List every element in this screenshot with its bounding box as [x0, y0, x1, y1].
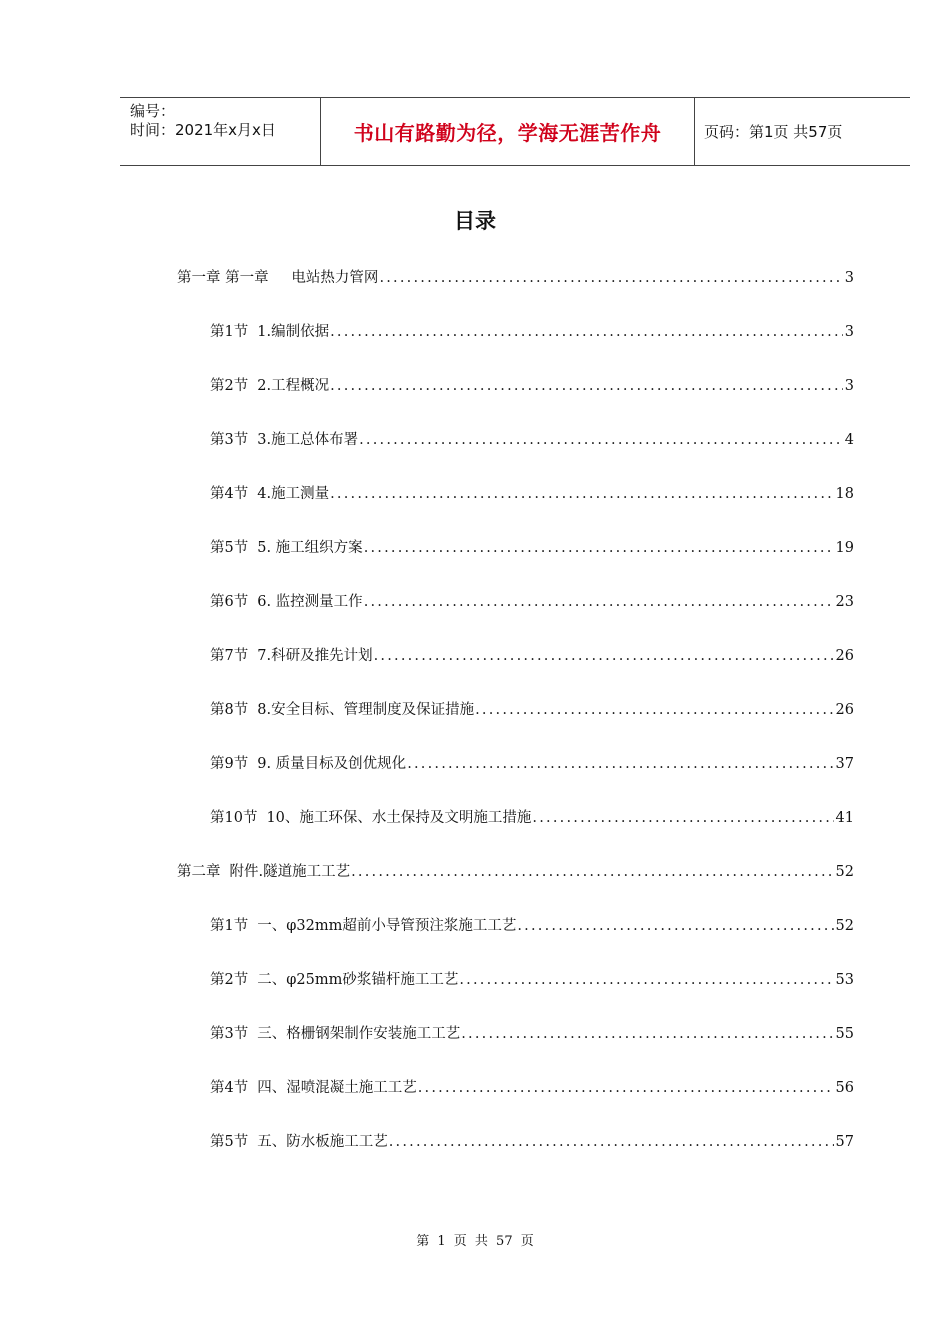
toc-leader-dots: [364, 594, 834, 610]
toc-entry-page: 18: [835, 486, 854, 502]
toc-leader-dots: [330, 378, 843, 394]
toc-entry[interactable]: [210, 698, 854, 719]
toc-leader-dots: [330, 486, 833, 502]
toc-title: 目录: [454, 209, 496, 233]
toc-entry-prefix: 第1节: [210, 324, 249, 340]
header-motto: 书山有路勤为径，学海无涯苦作舟: [353, 121, 662, 145]
document-time-label: 时间：2021年x月x日: [130, 121, 276, 139]
toc-entry-prefix: 第5节: [210, 1134, 249, 1150]
toc-entry-prefix: 第二章: [177, 864, 221, 880]
toc-entry-prefix: 第1节: [210, 918, 249, 934]
toc-entry-title: 二、φ25mm砂浆锚杆施工工艺: [257, 972, 459, 988]
toc-entry[interactable]: [210, 644, 854, 665]
page-header: [120, 97, 910, 166]
toc-entry-title: 五、防水板施工工艺: [257, 1134, 388, 1150]
toc-leader-dots: [359, 432, 843, 448]
toc-entry-title: 10、施工环保、水土保持及文明施工措施: [266, 810, 532, 826]
toc-entry-page: 3: [844, 270, 854, 286]
toc-leader-dots: [330, 324, 843, 340]
toc-entry-page: 26: [835, 702, 854, 718]
toc-entry[interactable]: [210, 320, 854, 341]
toc-entry[interactable]: [210, 752, 854, 773]
toc-entry-page: 57: [835, 1134, 854, 1150]
toc-entry[interactable]: [210, 590, 854, 611]
toc-entry-title: 3.施工总体布署: [257, 432, 359, 448]
toc-leader-dots: [389, 1134, 834, 1150]
toc-entry-title: 6. 监控测量工作: [257, 594, 363, 610]
page-footer: 第 1 页 共 57 页: [416, 1234, 534, 1249]
header-page-info-cell: [695, 98, 910, 165]
toc-entry-page: 3: [844, 324, 854, 340]
toc-leader-dots: [418, 1080, 834, 1096]
toc-entry-prefix: 第6节: [210, 594, 249, 610]
toc-entry-title: 5. 施工组织方案: [257, 540, 363, 556]
toc-entry-page: 56: [835, 1080, 854, 1096]
toc-entry-prefix: 第3节: [210, 1026, 249, 1042]
toc-entry-title: 4.施工测量: [257, 486, 330, 502]
toc-entry[interactable]: [210, 1130, 854, 1151]
toc-entry[interactable]: [210, 806, 854, 827]
toc-entry-page: 52: [835, 918, 854, 934]
toc-entry[interactable]: [210, 374, 854, 395]
toc-entry[interactable]: [210, 428, 854, 449]
toc-entry-page: 53: [835, 972, 854, 988]
toc-entry-page: 37: [835, 756, 854, 772]
toc-entry-page: 23: [835, 594, 854, 610]
toc-entry-title: 一、φ32mm超前小导管预注浆施工工艺: [257, 918, 517, 934]
toc-entry-prefix: 第9节: [210, 756, 249, 772]
toc-leader-dots: [379, 270, 842, 286]
toc-entry-prefix: 第4节: [210, 1080, 249, 1096]
toc-leader-dots: [475, 702, 833, 718]
toc-leader-dots: [364, 540, 834, 556]
toc-entry-prefix: 第3节: [210, 432, 249, 448]
toc-leader-dots: [461, 1026, 833, 1042]
toc-entry-title: 9. 质量目标及创优规化: [257, 756, 407, 772]
toc-entry-prefix: 第2节: [210, 972, 249, 988]
toc-entry-prefix: 第一章 第一章: [177, 270, 269, 286]
toc-entry-prefix: 第8节: [210, 702, 249, 718]
toc-entry[interactable]: [210, 1076, 854, 1097]
toc-entry-page: 19: [835, 540, 854, 556]
toc-entry-page: 41: [835, 810, 854, 826]
toc-entry-title: 附件.隧道施工工艺: [229, 864, 351, 880]
toc-entry-page: 4: [844, 432, 854, 448]
toc-leader-dots: [374, 648, 834, 664]
toc-entry[interactable]: [210, 968, 854, 989]
toc-entry-title: 7.科研及推先计划: [257, 648, 373, 664]
toc-entry[interactable]: [177, 860, 854, 881]
toc-leader-dots: [532, 810, 833, 826]
header-motto-cell: [321, 98, 694, 165]
toc-entry-title: 8.安全目标、管理制度及保证措施: [257, 702, 475, 718]
document-number-label: 编号：: [130, 102, 176, 120]
toc-entry-title: 三、格栅钢架制作安装施工工艺: [257, 1026, 461, 1042]
toc-leader-dots: [459, 972, 833, 988]
toc-entry-prefix: 第5节: [210, 540, 249, 556]
toc-entry-prefix: 第4节: [210, 486, 249, 502]
toc-leader-dots: [407, 756, 833, 772]
toc-entry[interactable]: [210, 914, 854, 935]
toc-entry-title: 1.编制依据: [257, 324, 330, 340]
toc-entry-title: 2.工程概况: [257, 378, 330, 394]
header-page-info: 页码：第1页 共57页: [704, 123, 843, 141]
document-meta: [120, 98, 320, 165]
toc-leader-dots: [351, 864, 833, 880]
toc-entry-prefix: 第2节: [210, 378, 249, 394]
toc-entry-title: 电站热力管网: [277, 270, 379, 286]
toc-entry-title: 四、湿喷混凝土施工工艺: [257, 1080, 417, 1096]
toc-entry[interactable]: [210, 536, 854, 557]
toc-entry[interactable]: [177, 266, 854, 287]
toc-entry[interactable]: [210, 1022, 854, 1043]
toc-entry[interactable]: [210, 482, 854, 503]
toc-leader-dots: [517, 918, 833, 934]
toc-entry-page: 3: [844, 378, 854, 394]
toc-entry-page: 55: [835, 1026, 854, 1042]
toc-entry-prefix: 第10节: [210, 810, 258, 826]
toc-entry-page: 52: [835, 864, 854, 880]
toc-entry-page: 26: [835, 648, 854, 664]
toc-entry-prefix: 第7节: [210, 648, 249, 664]
